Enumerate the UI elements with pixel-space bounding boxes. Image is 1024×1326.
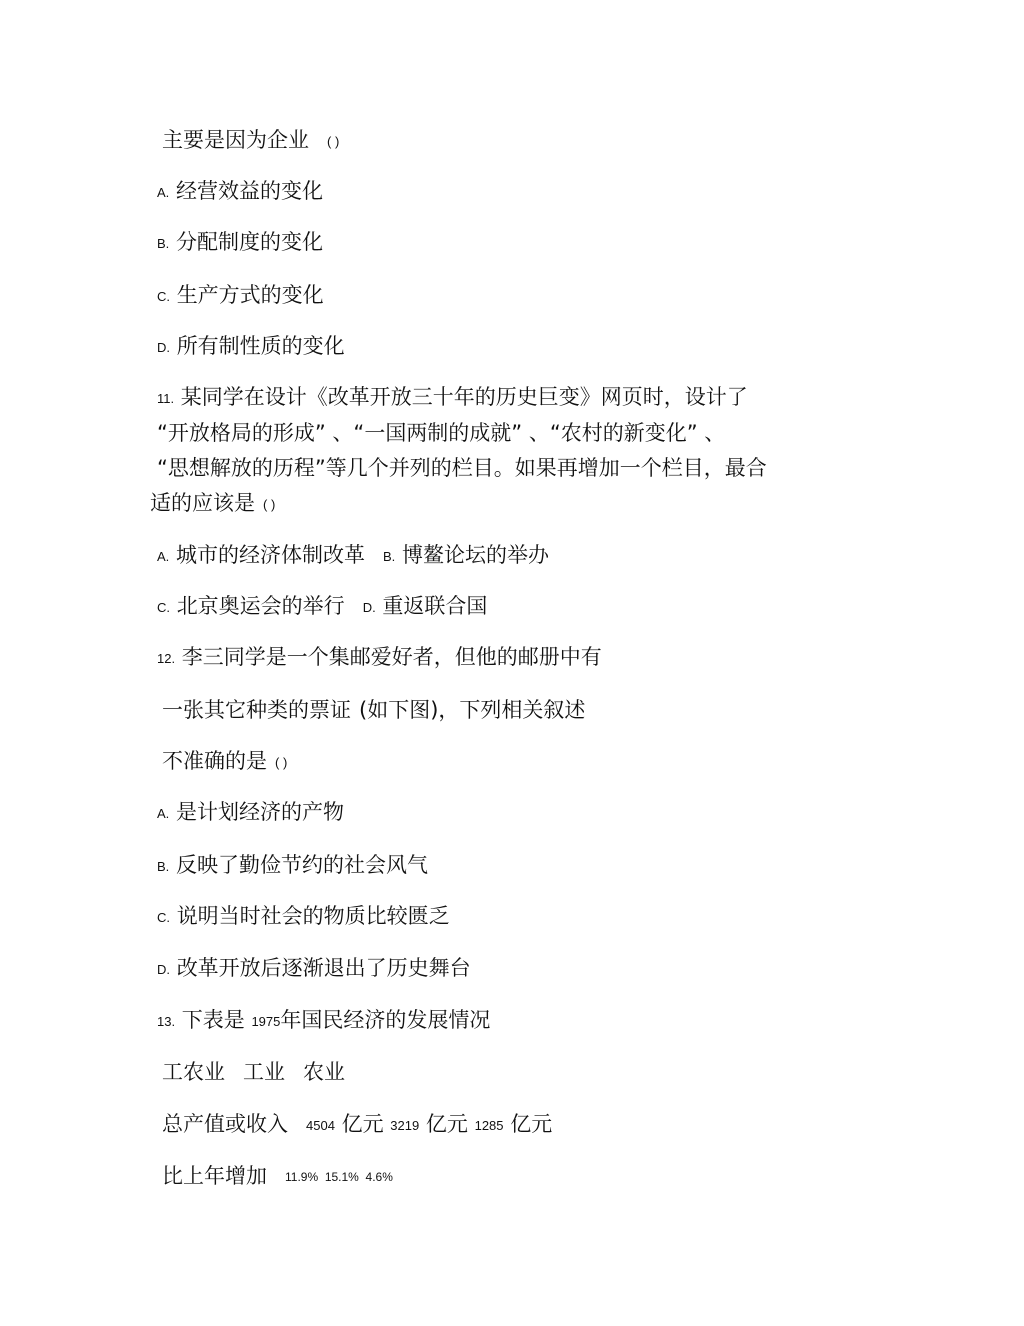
option-letter: C. <box>157 600 170 615</box>
option-text: 说明当时社会的物质比较匮乏 <box>176 904 450 928</box>
option-text: 博鳌论坛的举办 <box>401 543 549 567</box>
question-number: 11. <box>157 391 175 406</box>
option-text: 北京奥运会的举行 <box>176 594 345 618</box>
q12-option-b <box>157 850 428 882</box>
q11-text-2: “开放格局的形成” 、“一国两制的成就” 、“农村的新变化” 、 <box>157 421 726 445</box>
option-text: 所有制性质的变化 <box>176 334 345 358</box>
option-text: 生产方式的变化 <box>176 283 324 307</box>
q11-text-1: 某同学在设计《改革开放三十年的历史巨变》网页时，设计了 <box>180 385 748 409</box>
q11-line-4 <box>150 488 275 520</box>
q10-stem-text: 主要是因为企业 <box>162 128 309 152</box>
table-header-cell: 工农业 <box>162 1060 225 1084</box>
option-letter: D. <box>362 600 376 615</box>
q12-text-2b: (如下图)，下列相关叙述 <box>359 698 586 722</box>
q13-intro-a: 下表是 <box>181 1008 245 1032</box>
option-text: 经营效益的变化 <box>175 179 323 203</box>
option-letter: B. <box>157 859 170 874</box>
question-number: 13. <box>157 1014 176 1029</box>
q12-answer-paren: ( ) <box>275 755 288 770</box>
q13-table-row-output <box>162 1109 552 1141</box>
option-letter: A. <box>157 549 170 564</box>
table-cell-percent: 4.6% <box>365 1170 393 1184</box>
q11-line-1 <box>157 382 748 414</box>
q12-line-3 <box>162 746 287 778</box>
table-cell-number: 4504 <box>306 1118 335 1133</box>
q11-options-row-2 <box>157 591 487 623</box>
table-cell-percent: 11.9% <box>285 1170 319 1184</box>
q12-option-a <box>157 797 344 829</box>
option-text: 是计划经济的产物 <box>175 800 344 824</box>
q11-text-4: 适的应该是 <box>150 491 255 515</box>
q10-option-a <box>157 176 323 208</box>
option-letter: D. <box>157 962 170 977</box>
option-text: 重返联合国 <box>382 594 488 618</box>
q10-option-b <box>157 227 323 259</box>
q11-text-3: “思想解放的历程”等几个并列的栏目。如果再增加一个栏目，最合 <box>157 456 767 480</box>
option-text: 城市的经济体制改革 <box>175 543 365 567</box>
q13-intro-b: 年国民经济的发展情况 <box>280 1008 491 1032</box>
q12-text-1: 李三同学是一个集邮爱好者，但他的邮册中有 <box>181 645 602 669</box>
q13-line-1 <box>157 1005 490 1037</box>
option-letter: B. <box>157 236 170 251</box>
table-cell-number: 3219 <box>390 1118 420 1133</box>
option-letter: C. <box>157 910 170 925</box>
q13-year: 1975 <box>251 1014 281 1029</box>
q11-line-3 <box>157 453 767 483</box>
q13-table-row-growth <box>162 1161 393 1192</box>
q12-line-2 <box>162 695 585 725</box>
q10-answer-paren: ( ) <box>327 134 340 149</box>
option-letter: A. <box>157 806 170 821</box>
option-text: 分配制度的变化 <box>175 230 323 254</box>
option-letter: C. <box>157 289 170 304</box>
option-text: 改革开放后逐渐退出了历史舞台 <box>176 956 471 980</box>
q12-option-c <box>157 901 450 933</box>
table-row-label: 比上年增加 <box>162 1164 267 1188</box>
q12-text-3: 不准确的是 <box>162 749 267 773</box>
q10-option-d <box>157 331 345 363</box>
option-letter: D. <box>157 340 170 355</box>
q12-text-2a: 一张其它种类的票证 <box>162 698 351 722</box>
option-text: 反映了勤俭节约的社会风气 <box>175 853 428 877</box>
q11-line-2 <box>157 418 725 448</box>
q12-line-1 <box>157 642 602 674</box>
option-letter: B. <box>382 549 396 564</box>
question-number: 12. <box>157 651 176 666</box>
q10-option-c <box>157 280 324 312</box>
table-header-cell: 工业 <box>243 1060 285 1084</box>
table-cell-unit: 亿元 <box>425 1112 468 1136</box>
q11-options-row-1 <box>157 540 549 572</box>
table-cell-unit: 亿元 <box>510 1112 553 1136</box>
q10-stem <box>162 125 339 157</box>
table-cell-percent: 15.1% <box>324 1170 359 1184</box>
table-header-cell: 农业 <box>303 1060 345 1084</box>
option-letter: A. <box>157 185 170 200</box>
table-cell-unit: 亿元 <box>341 1112 384 1136</box>
q13-table-header-row <box>162 1057 345 1087</box>
table-row-label: 总产值或收入 <box>162 1112 288 1136</box>
q11-answer-paren: ( ) <box>263 497 276 512</box>
q12-option-d <box>157 953 471 985</box>
table-cell-number: 1285 <box>474 1118 504 1133</box>
